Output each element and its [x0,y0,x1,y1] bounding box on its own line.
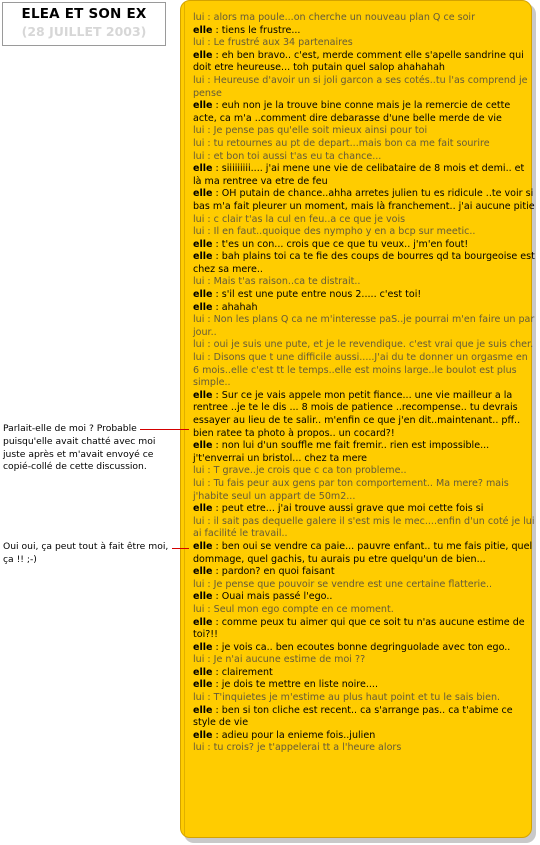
chat-line-lui [193,138,535,151]
speaker-name: elle [193,440,213,452]
chat-line-lui [193,12,535,25]
chat-line-lui [193,352,535,390]
message-text: : t'es un con... crois que ce que tu veux.. j'm'en fout! [212,238,469,250]
chat-line-lui [193,151,535,164]
annotation-note-2: Oui oui, ça peut tout à fait être moi, ça !! ;-) [3,541,169,565]
annotation-note-1: Parlait-elle de moi ? Probable puisqu'elle avait chatté avec moi juste après et m'avait envoyé ce copié-collé de cette discussion. [3,423,156,473]
message-text: : non lui d'un souffle me fait fremir.. rien est impossible... j't'enverrai un bristol... chez ta mere [193,440,490,464]
message-text: : ben si ton cliche est recent.. ca s'arrange pas.. ca t'abime ce style de vie [193,704,513,729]
chat-line-elle [193,239,535,252]
chat-line-elle [193,503,535,516]
message-text: Mais t'as raison..ca te distrait.. [213,276,361,288]
speaker-name: lui : [193,742,214,754]
message-text: : ben oui se vendre ca paie... pauvre enfant.. tu me fais pitie, quel dommage, quel gachis, tu aurais pu etre quelqu'un de bien... [193,540,533,565]
speaker-name: elle [193,238,213,250]
chat-line-elle [193,667,535,680]
message-text: : peut etre... j'ai trouve aussi grave que moi cette fois si [212,503,484,515]
chat-line-elle [193,642,535,655]
chat-line-lui [193,579,535,592]
speaker-name: elle [193,679,213,691]
message-text: : je dois te mettre en liste noire.... [212,679,379,691]
chat-line-elle [193,705,535,730]
chat-line-elle [193,679,535,692]
message-text: : s'il est une pute entre nous 2..... c'est toi! [212,289,422,301]
speaker-name: lui : [193,692,214,704]
page-date: (28 JUILLET 2003) [21,24,147,39]
message-text: : bah plains toi ca te fie des coups de bourres qd ta bourgeoise est chez sa mere.. [193,251,535,275]
speaker-name: elle [193,666,213,678]
speaker-name: elle [193,704,213,716]
speaker-name: lui : [193,150,214,162]
chat-line-elle [193,617,535,642]
speaker-name: lui : [193,314,214,326]
speaker-name: elle [193,301,213,313]
message-text: : adieu pour la enieme fois..julien [212,729,376,741]
chat-line-elle [193,50,535,75]
chat-line-lui [193,214,535,227]
chat-line-elle [193,251,535,276]
message-text: Seul mon ego compte en ce moment. [213,603,394,615]
message-text: Non les plans Q ca ne m'interesse paS..je pourrai m'en faire un par jour.. [193,314,535,338]
speaker-name: lui : [193,603,214,615]
message-text: Je n'ai aucune estime de moi ?? [213,654,366,666]
message-text: il sait pas dequelle galere il s'est mis le mec....enfin d'un coté je lui ai facilité le travail.. [193,515,535,540]
message-text: oui je suis une pute, et je le revendique. c'est vrai que je suis cher. [213,339,534,351]
speaker-name: elle [193,163,213,175]
chat-line-lui [193,339,535,352]
chat-line-elle [193,730,535,743]
chat-line-elle [193,289,535,302]
chat-line-lui [193,478,535,503]
chat-line-lui [193,226,535,239]
message-text: : tiens le frustre... [212,24,301,36]
message-text: : siiiiiiiii.... j'ai mene une vie de celibataire de 8 mois et demi.. et là ma rentree va etre de feu [193,163,525,187]
chat-line-lui [193,742,535,755]
chat-line-elle [193,25,535,38]
speaker-name: lui : [193,654,214,666]
message-text: : euh non je la trouve bine conne mais je la remercie de cette acte, ca m'a ..comment dire debarasse d'une belle merde de vie [193,100,511,124]
chat-line-elle [193,188,535,213]
message-text: Tu fais peur aux gens par ton comportement.. Ma mere? mais j'habite seul un appart de 50m2... [193,477,509,502]
speaker-name: lui : [193,74,214,86]
speaker-name: elle [193,641,213,653]
message-text: et bon toi aussi t'as eu ta chance... [213,150,382,162]
message-text: : Ouai mais passé l'ego.. [212,591,333,603]
chat-line-lui [193,314,535,339]
chat-line-elle [193,100,535,125]
speaker-name: lui : [193,37,214,49]
speaker-name: elle [193,289,213,301]
speaker-name: lui : [193,578,214,590]
speaker-name: elle [193,566,213,578]
message-text: : je vois ca.. ben ecoutes bonne degringuolade avec ton ego.. [212,641,511,653]
speaker-name: lui : [193,137,214,149]
message-text: : Sur ce je vais appele mon petit fiance... une vie mailleur a la rentree ..je te le dis ... 8 mois de patience ..recompense.. tu devrais essayer au lieu de te salir.. m'enfin ce que j'en dit..maintenant.. pff.. bien ratee ta photo à propos.. un cocard?! [193,389,521,439]
message-text: c clair t'as la cul en feu..a ce que je vois [213,213,406,225]
message-text: alors ma poule...on cherche un nouveau plan Q ce soir [213,12,476,23]
chat-line-lui [193,75,535,100]
speaker-name: elle [193,24,213,36]
page-title: ELEA ET SON EX [21,6,147,22]
speaker-name: lui : [193,339,214,351]
chat-line-elle [193,163,535,188]
chat-line-lui [193,465,535,478]
message-text: Il en faut..quoique des nympho y en a bcp sur meetic.. [213,226,476,238]
speaker-name: lui : [193,465,214,477]
chat-line-elle [193,591,535,604]
annotation-pointer-line-1 [140,429,189,430]
speaker-name: lui : [193,515,214,527]
message-text: Disons que t une difficile aussi.....J'ai du te donner un orgasme en 6 mois..elle c'est tt le temps..elle est moins large..le boulot est plus simple.. [193,352,528,389]
chat-line-lui [193,125,535,138]
speaker-name: lui : [193,125,214,137]
speaker-name: elle [193,503,213,515]
message-text: : clairement [212,666,273,678]
message-text: : OH putain de chance..ahha arretes julien tu es ridicule ..te voir si bas m'a fait pleurer un moment, mais là franchement.. j'ai aucune pitie [193,188,535,212]
message-text: T grave..je crois que c ca ton probleme.. [213,465,407,477]
message-text: : eh ben bravo.. c'est, merde comment elle s'apelle sandrine qui doit etre heureuse... toh putain quel salop ahahahah [193,49,524,74]
message-text: : pardon? en quoi faisant [212,566,335,578]
speaker-name: elle [193,100,213,112]
annotation-pointer-line-2 [172,548,189,549]
chat-line-elle [193,302,535,315]
speaker-name: elle [193,729,213,741]
speaker-name: lui : [193,12,214,23]
speaker-name: lui : [193,213,214,225]
message-text: Je pense pas qu'elle soit mieux ainsi pour toi [213,125,428,137]
message-text: : ahahah [212,301,258,313]
message-text: Heureuse d'avoir un si joli garcon a ses cotés..tu l'as comprend je pense [193,74,528,99]
speaker-name: lui : [193,226,214,238]
speaker-name: elle [193,188,213,200]
speaker-name: elle [193,251,213,263]
message-text: : comme peux tu aimer qui que ce soit tu n'as aucune estime de toi?!! [193,616,525,641]
speaker-name: lui : [193,352,214,364]
message-text: Le frustré aux 34 partenaires [213,37,353,49]
message-text: Je pense que pouvoir se vendre est une certaine flatterie.. [213,578,493,590]
chat-line-lui [193,37,535,50]
chat-line-lui [193,692,535,705]
chat-line-lui [193,604,535,617]
chat-line-elle [193,566,535,579]
message-text: T'inquietes je m'estime au plus haut point et tu le sais bien. [213,692,501,704]
speaker-name: elle [193,591,213,603]
chat-line-elle [193,541,535,566]
speaker-name: elle [193,389,213,401]
message-text: tu retournes au pt de depart...mais bon ca me fait sourire [213,137,490,149]
speaker-name: lui : [193,276,214,288]
speaker-name: elle [193,616,213,628]
page-title-box [2,2,166,46]
speaker-name: lui : [193,477,214,489]
chat-transcript [193,12,535,755]
speaker-name: elle [193,49,213,61]
chat-line-lui [193,276,535,289]
chat-line-lui [193,516,535,541]
chat-line-lui [193,654,535,667]
message-text: tu crois? je t'appelerai tt a l'heure alors [213,742,402,754]
chat-line-elle [193,390,535,440]
speaker-name: elle [193,540,213,552]
chat-line-elle [193,440,535,465]
